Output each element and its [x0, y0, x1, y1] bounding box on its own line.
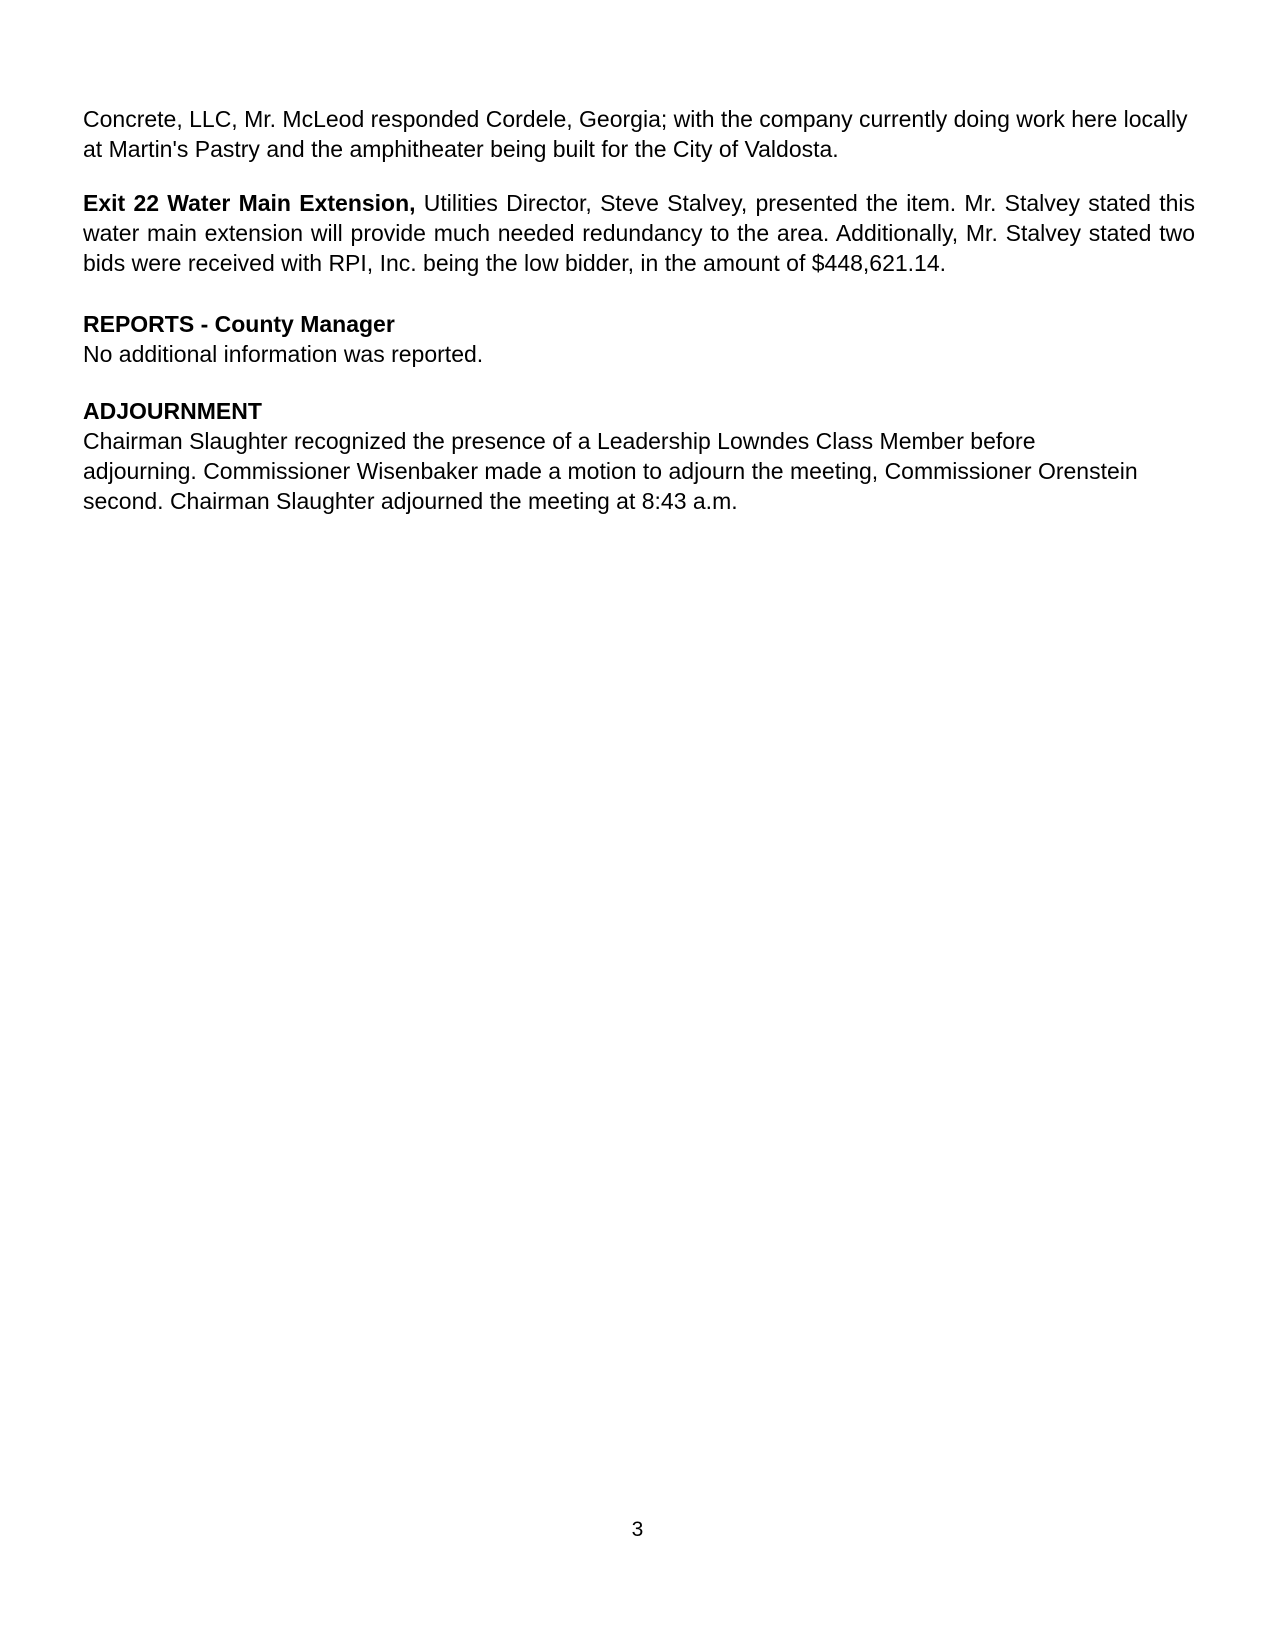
adjournment-body: Chairman Slaughter recognized the presence of a Leadership Lowndes Class Member before adjourning. Commissioner Wisenbaker made a motion to adjourn the meeting, Commissioner Orenstein second. Chairman Slaughter adjourned the meeting at 8:43 a.m.: [83, 428, 1138, 514]
reports-heading: REPORTS - County Manager: [83, 311, 395, 337]
exit22-body: Utilities Director, Steve Stalvey, presented the item. Mr. Stalvey stated this water main extension will provide much needed redundancy to the area. Additionally, Mr. Stalvey stated two bids were received with RPI, Inc. being the low bidder, in the amount of $448,621.14.: [83, 190, 1195, 276]
page-number: 3: [631, 1518, 644, 1541]
exit22-paragraph: [83, 188, 1195, 278]
adjournment-heading: ADJOURNMENT: [83, 398, 262, 424]
exit22-lead: Exit 22 Water Main Extension,: [83, 190, 416, 216]
continued-paragraph: Concrete, LLC, Mr. McLeod responded Cordele, Georgia; with the company currently doing work here locally at Martin's Pastry and the amphitheater being built for the City of Valdosta.: [83, 106, 1188, 162]
reports-body: No additional information was reported.: [83, 341, 484, 367]
document-page: [83, 104, 1195, 516]
